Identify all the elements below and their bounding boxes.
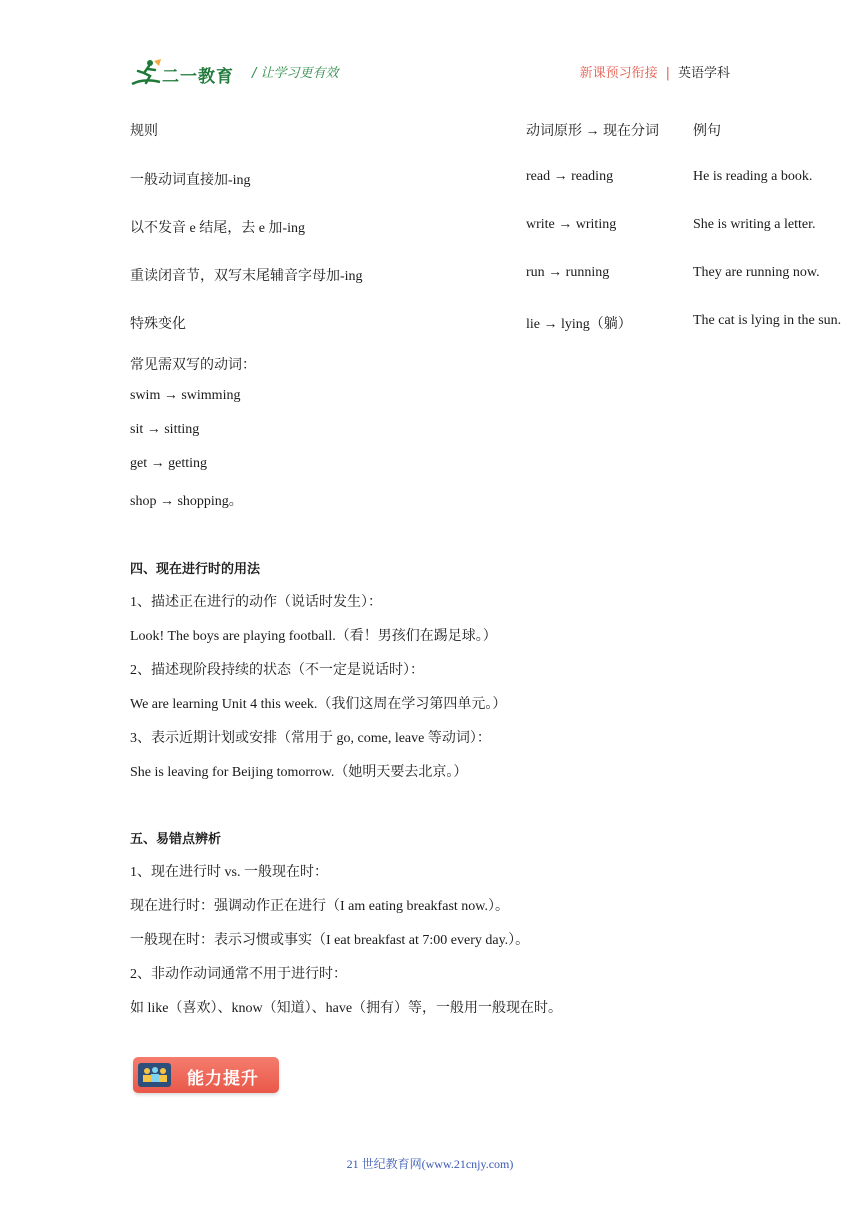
paragraph: 2、非动作动词通常不用于进行时： [130, 967, 347, 982]
badge-label: 能力提升 [187, 1069, 259, 1089]
course-label: 新课预习衔接 [579, 66, 658, 81]
table-cell: She is writing a letter. [693, 217, 816, 232]
table-cell: lie → lying（躺） [526, 317, 632, 332]
logo-text: 二一教育 [162, 67, 234, 87]
table-cell: 一般动词直接加-ing [130, 173, 251, 188]
list-intro: 常见需双写的动词： [130, 358, 256, 373]
table-header-cell: 例句 [693, 124, 721, 139]
paragraph: 2、描述现阶段持续的状态（不一定是说话时）： [130, 663, 424, 678]
table-row [130, 217, 816, 237]
table-cell: They are running now. [693, 265, 820, 280]
paragraph: 如 like（喜欢）、know（知道）、have（拥有）等，一般用一般现在时。 [130, 1001, 563, 1016]
header-separator: | [665, 66, 670, 81]
section-heading: 五、易错点辨析 [130, 832, 222, 847]
logo [130, 58, 242, 88]
paragraph: 3、表示近期计划或安排（常用于 go, come, leave 等动词）： [130, 731, 491, 746]
list-item: get → getting [130, 456, 207, 471]
list-item: sit → sitting [130, 422, 200, 437]
ability-badge [133, 1057, 279, 1093]
list-item: swim → swimming [130, 388, 241, 403]
section-heading: 四、现在进行时的用法 [130, 562, 261, 577]
runner-logo-icon [130, 58, 164, 88]
people-icon [138, 1063, 171, 1087]
page-footer: 21 世纪教育网(www.21cnjy.com) [346, 1157, 514, 1171]
table-header-row [130, 120, 721, 140]
paragraph: 现在进行时：强调动作正在进行（I am eating breakfast now.）。 [130, 899, 509, 914]
list-item: shop → shopping。 [130, 494, 243, 509]
paragraph: 1、现在进行时 vs. 一般现在时： [130, 865, 328, 880]
table-cell: He is reading a book. [693, 169, 813, 184]
subject-label: 英语学科 [677, 66, 730, 81]
table-row [130, 313, 842, 333]
table-cell: run → running [526, 265, 610, 280]
table-cell: The cat is lying in the sun. [693, 313, 842, 328]
table-header-cell: 动词原形 → 现在分词 [526, 124, 659, 139]
paragraph: 1、描述正在进行的动作（说话时发生）： [130, 595, 382, 610]
paragraph: She is leaving for Beijing tomorrow.（她明天要去北京。） [130, 765, 468, 780]
table-cell: 以不发音 e 结尾，去 e 加-ing [130, 221, 305, 236]
table-row [130, 265, 820, 285]
paragraph: Look! The boys are playing football.（看！男孩们在踢足球。） [130, 629, 497, 644]
page-header [130, 56, 730, 90]
paragraph: We are learning Unit 4 this week.（我们这周在学习第四单元。） [130, 697, 507, 712]
table-header-cell: 规则 [130, 124, 158, 139]
table-cell: write → writing [526, 217, 617, 232]
header-right [580, 62, 730, 81]
table-row [130, 169, 813, 189]
table-cell: read → reading [526, 169, 614, 184]
table-cell: 特殊变化 [130, 317, 186, 332]
paragraph: 一般现在时：表示习惯或事实（I eat breakfast at 7:00 every day.）。 [130, 933, 530, 948]
table-cell: 重读闭音节，双写末尾辅音字母加-ing [130, 269, 363, 284]
slogan: / 让学习更有效 [252, 66, 339, 81]
